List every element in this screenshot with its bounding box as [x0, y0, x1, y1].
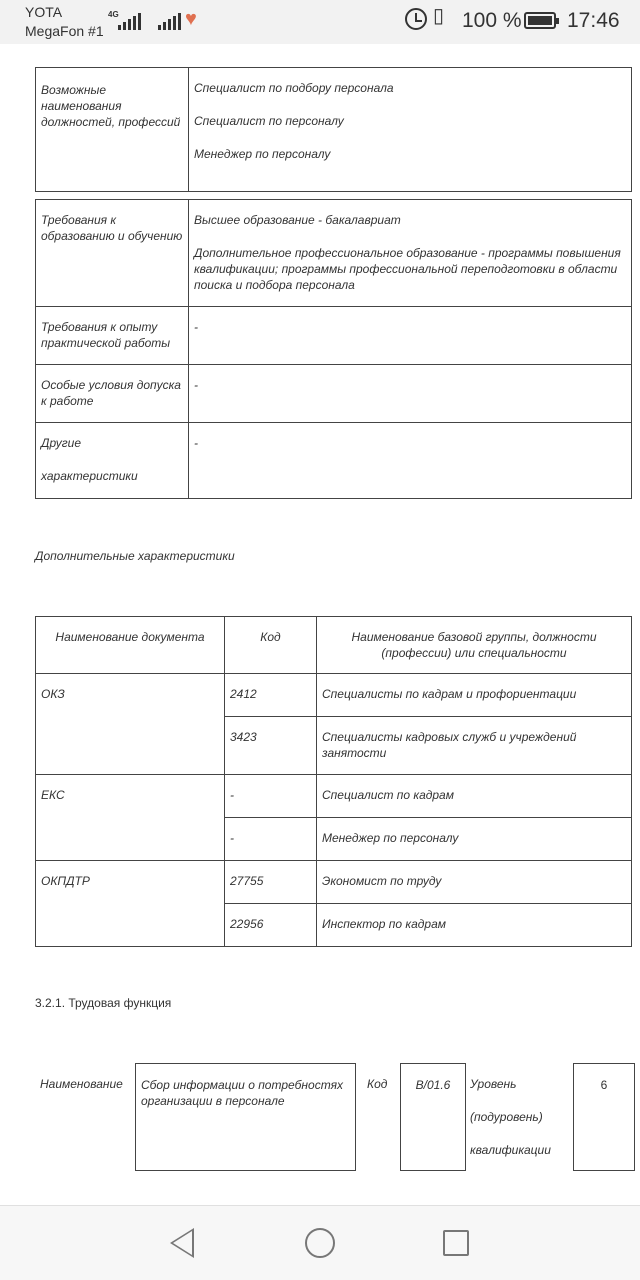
table-row: [36, 68, 632, 192]
positions-label: Возможные наименования должностей, профессий: [36, 68, 189, 192]
position-value: Специалист по персоналу: [194, 114, 344, 128]
other-label: [36, 423, 189, 499]
carrier-1: YOTA: [25, 4, 63, 20]
signal-icon-2: [158, 12, 181, 30]
code-cell: 27755: [225, 861, 317, 904]
clock: 17:46: [567, 9, 620, 32]
level-label-1: Уровень: [470, 1077, 517, 1091]
code-cell: 3423: [225, 717, 317, 775]
back-icon[interactable]: [170, 1228, 194, 1258]
level-value: 6: [573, 1063, 635, 1171]
other-label-1: Другие: [41, 436, 81, 450]
level-label-2: (подуровень): [470, 1110, 543, 1124]
positions-table: [35, 67, 632, 192]
code-cell: -: [225, 818, 317, 861]
function-name-value: Сбор информации о потребностях организации в персонале: [135, 1063, 356, 1171]
function-name-label: Наименование: [40, 1077, 123, 1091]
header-group-name: Наименование базовой группы, должности (профессии) или специальности: [317, 617, 632, 674]
group-name-cell: Специалист по кадрам: [317, 775, 632, 818]
group-name-cell: Специалисты по кадрам и профориентации: [317, 674, 632, 717]
health-heart-icon: ♥: [185, 8, 197, 30]
network-type: 4G: [108, 10, 119, 19]
home-icon[interactable]: [305, 1228, 335, 1258]
doc-name-cell: ОКПДТР: [36, 861, 225, 947]
recent-apps-icon[interactable]: [443, 1230, 469, 1256]
header-code: Код: [225, 617, 317, 674]
position-value: Менеджер по персоналу: [194, 147, 331, 161]
header-document: Наименование документа: [36, 617, 225, 674]
group-name-cell: Инспектор по кадрам: [317, 904, 632, 947]
function-code-label: Код: [367, 1077, 388, 1091]
education-p1: Высшее образование - бакалавриат: [194, 213, 401, 227]
group-name-cell: Экономист по труду: [317, 861, 632, 904]
position-value: Специалист по подбору персонала: [194, 81, 394, 95]
table-row: [36, 423, 632, 499]
table-row: [36, 365, 632, 423]
battery-percent: 100 %: [462, 9, 522, 32]
vibrate-icon: ▯: [433, 5, 445, 27]
code-cell: -: [225, 775, 317, 818]
navigation-bar: [0, 1205, 640, 1280]
experience-label: Требования к опыту практической работы: [36, 307, 189, 365]
signal-icon-1: [118, 12, 141, 30]
table-row: [36, 307, 632, 365]
alarm-icon: [405, 8, 427, 30]
carrier-2: MegaFon #1: [25, 23, 104, 39]
labor-function-block: [0, 1063, 640, 1173]
requirements-table: [35, 199, 632, 499]
doc-name-cell: ЕКС: [36, 775, 225, 861]
level-label-3: квалификации: [470, 1143, 551, 1157]
classifier-table: [35, 616, 632, 947]
positions-values: [189, 68, 632, 192]
table-header-row: [36, 617, 632, 674]
section-title: 3.2.1. Трудовая функция: [35, 996, 172, 1010]
group-name-cell: Специалисты кадровых служб и учреждений занятости: [317, 717, 632, 775]
table-row: [36, 861, 632, 904]
table-row: [36, 200, 632, 307]
code-cell: 2412: [225, 674, 317, 717]
education-value: [189, 200, 632, 307]
doc-name-cell: ОКЗ: [36, 674, 225, 775]
education-label: Требования к образованию и обучению: [36, 200, 189, 307]
function-code-value: В/01.6: [400, 1063, 466, 1171]
experience-value: -: [189, 307, 632, 365]
education-p2: Дополнительное профессиональное образование - программы повышения квалификации; программы профессиональной переподготовки в области поиска и подбора персонала: [194, 246, 621, 292]
battery-icon: [524, 12, 556, 29]
code-cell: 22956: [225, 904, 317, 947]
status-bar: [0, 0, 640, 44]
other-label-2: характеристики: [41, 469, 138, 483]
table-row: [36, 775, 632, 818]
group-name-cell: Менеджер по персоналу: [317, 818, 632, 861]
table-row: [36, 674, 632, 717]
special-conditions-label: Особые условия допуска к работе: [36, 365, 189, 423]
other-value: -: [189, 423, 632, 499]
special-conditions-value: -: [189, 365, 632, 423]
additional-characteristics-title: Дополнительные характеристики: [35, 549, 235, 563]
